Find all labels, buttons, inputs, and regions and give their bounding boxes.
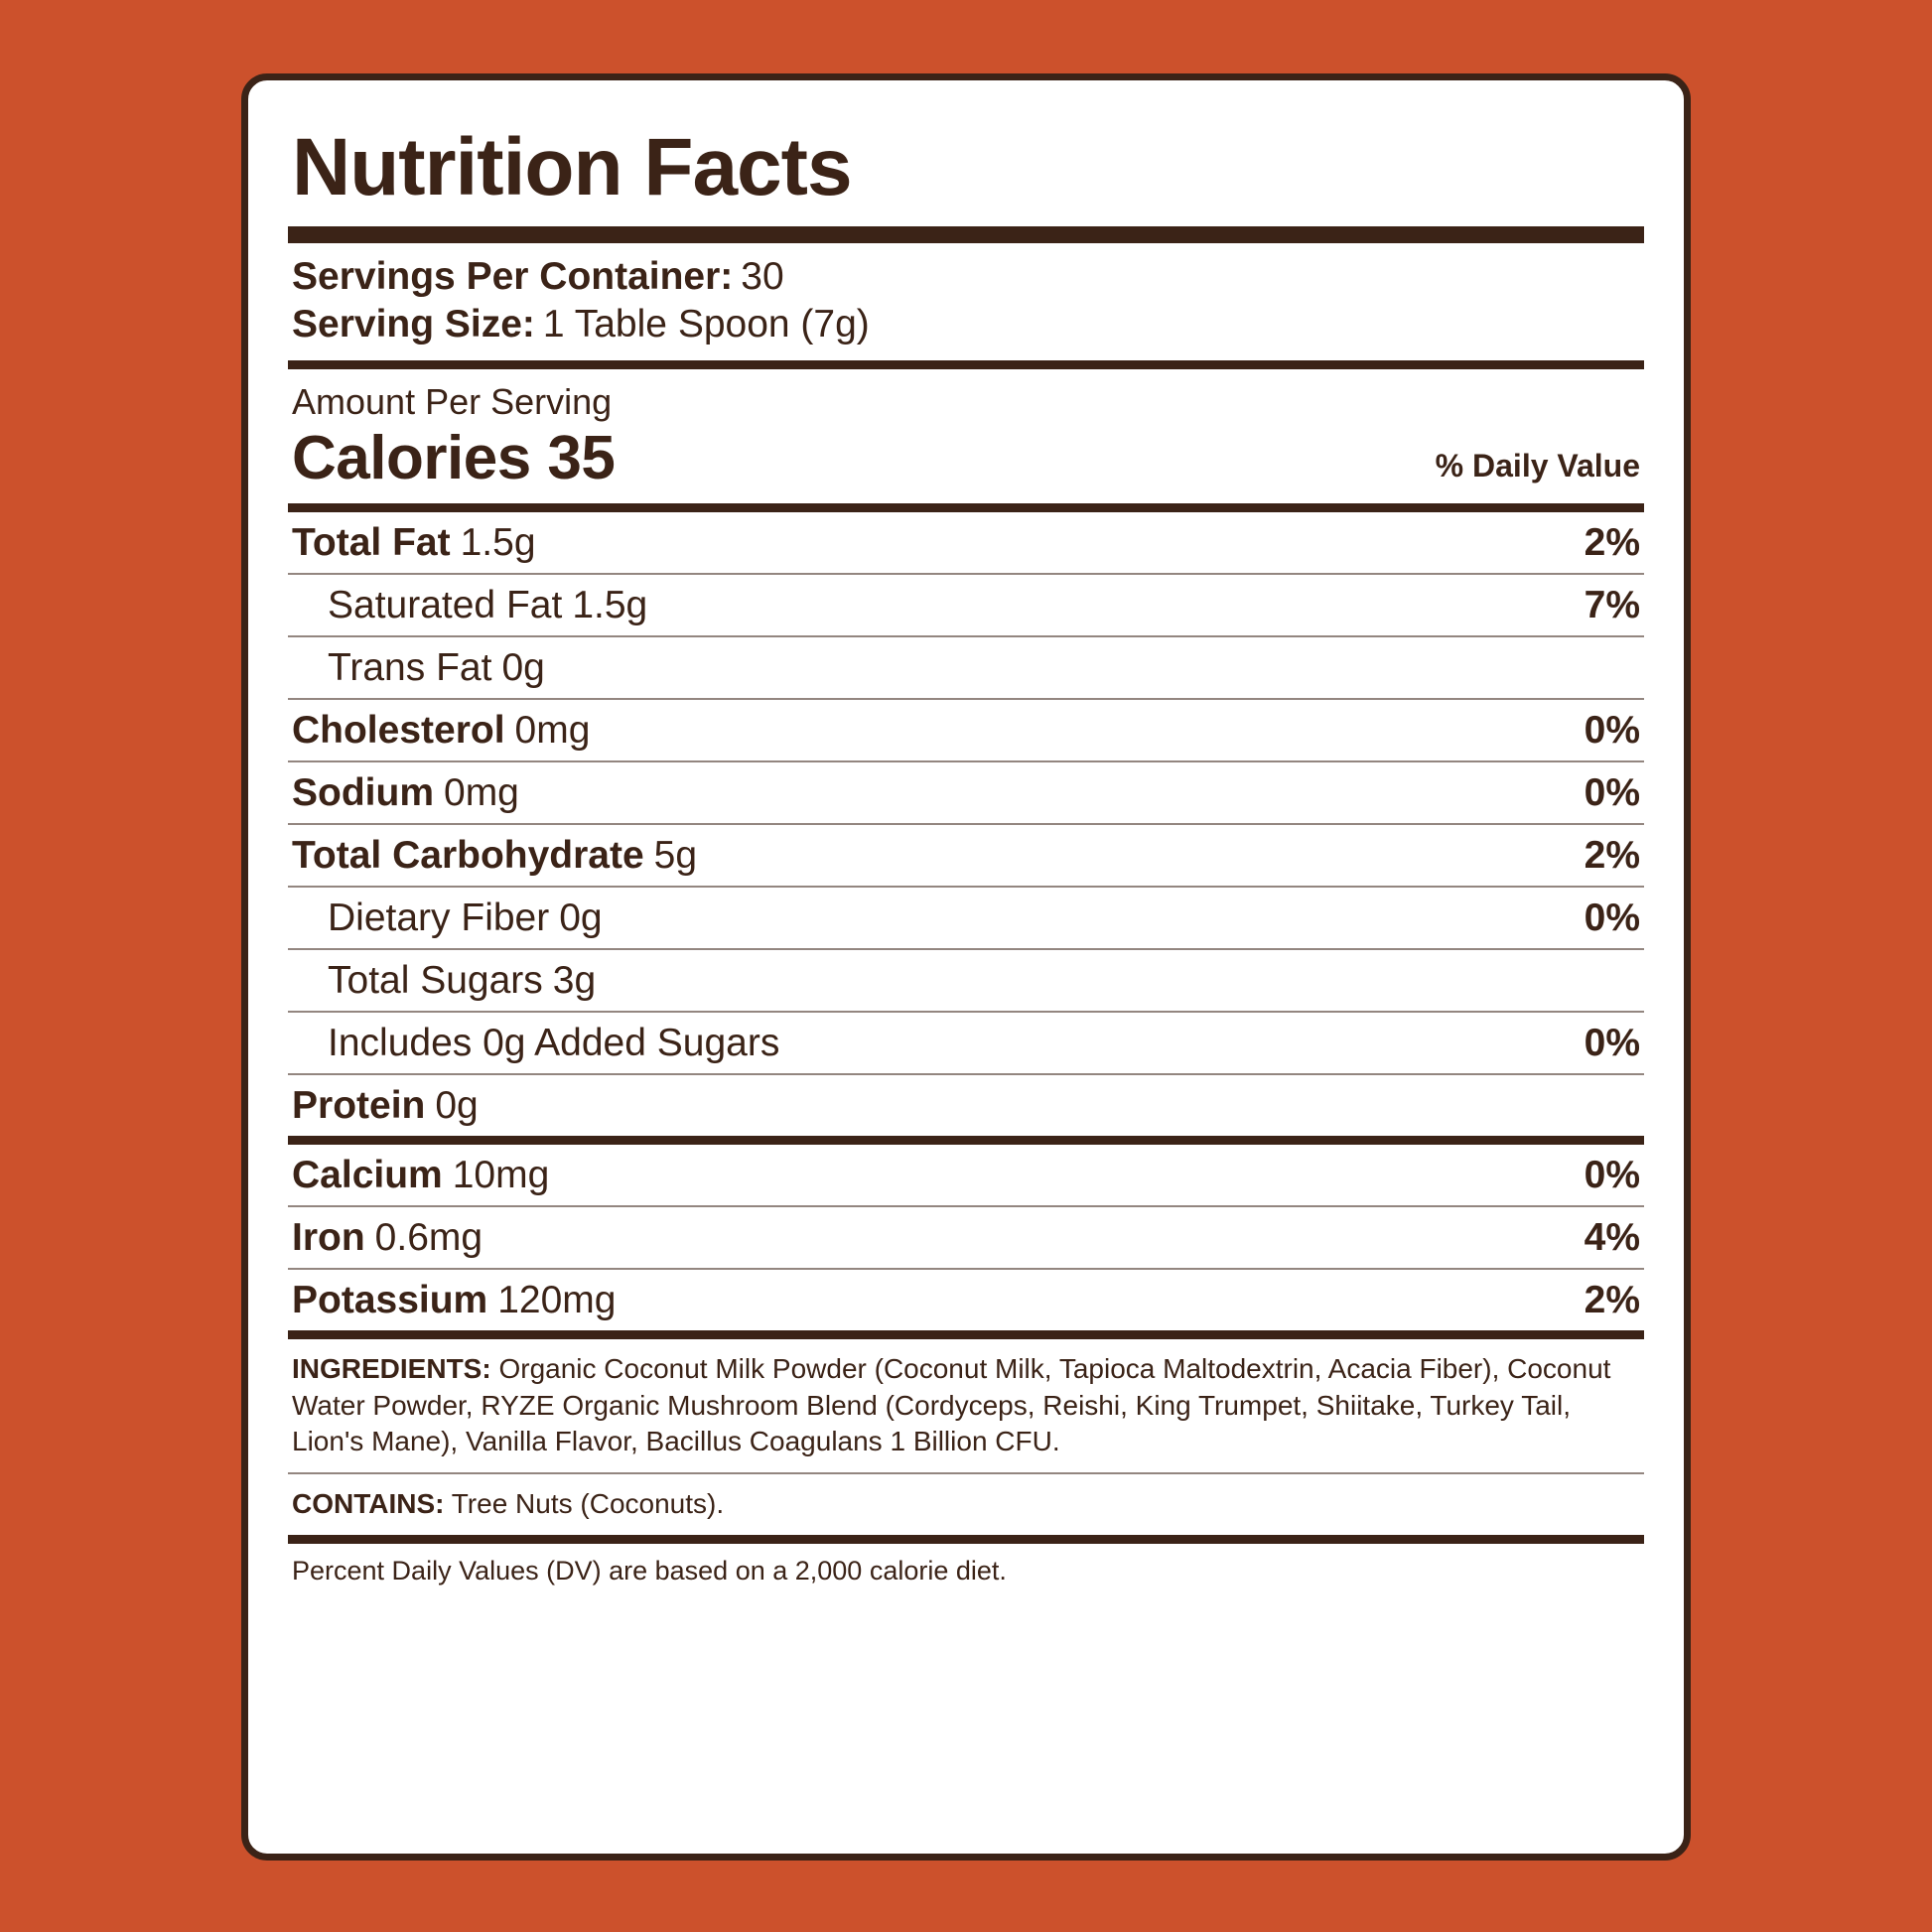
- nutrient-label-group: [292, 646, 545, 690]
- nutrient-name: Total Carbohydrate: [292, 833, 644, 877]
- nutrient-daily-value: 2%: [1584, 520, 1640, 564]
- nutrient-amount: 10mg: [452, 1153, 550, 1196]
- nutrient-amount: 0mg: [514, 708, 591, 752]
- nutrient-name: Saturated Fat: [328, 583, 563, 626]
- divider-thin: [288, 823, 1644, 825]
- nutrient-label-group: [292, 584, 647, 627]
- nutrient-daily-value: 7%: [1584, 583, 1640, 626]
- nutrient-daily-value: 4%: [1584, 1215, 1640, 1259]
- nutrient-label-group: [292, 1084, 479, 1128]
- ingredients-row: [288, 1339, 1644, 1473]
- nutrient-label-group: [292, 1279, 616, 1322]
- nutrient-label-group: [292, 1216, 483, 1260]
- nutrient-row: [288, 1270, 1644, 1330]
- divider-thin-contains: [288, 1472, 1644, 1474]
- nutrient-daily-value: 0%: [1584, 708, 1640, 752]
- divider-thin: [288, 1011, 1644, 1013]
- nutrient-daily-value: 2%: [1584, 1278, 1640, 1321]
- divider-thin: [288, 1268, 1644, 1270]
- nutrient-amount: 120mg: [497, 1278, 617, 1321]
- nutrient-name: Iron: [292, 1215, 365, 1259]
- nutrient-name: Calcium: [292, 1153, 443, 1196]
- serving-size-label: Serving Size:: [292, 302, 535, 345]
- nutrient-name: Dietary Fiber: [328, 896, 550, 939]
- nutrient-amount: 3g: [552, 958, 597, 1002]
- calories-block: [292, 423, 615, 493]
- serving-size-value: 1 Table Spoon (7g): [542, 302, 870, 345]
- contains-label: CONTAINS:: [292, 1488, 445, 1520]
- nutrition-facts-panel: [241, 73, 1691, 1861]
- calories-value: 35: [547, 423, 616, 492]
- nutrient-amount: 0g: [435, 1083, 479, 1127]
- nutrient-row: [288, 512, 1644, 573]
- nutrient-row: [288, 1013, 1644, 1073]
- divider-thin: [288, 948, 1644, 950]
- nutrient-row: [288, 1207, 1644, 1268]
- nutrient-name: Includes 0g Added Sugars: [328, 1021, 780, 1064]
- servings-per-container-label: Servings Per Container:: [292, 254, 734, 298]
- nutrient-daily-value: 0%: [1584, 1021, 1640, 1064]
- nutrient-label-group: [292, 709, 590, 753]
- nutrient-name: Total Sugars: [328, 958, 543, 1002]
- page-title: Nutrition Facts: [292, 122, 852, 212]
- servings-per-container-value: 30: [741, 254, 784, 298]
- nutrient-daily-value: 0%: [1584, 896, 1640, 939]
- nutrient-row: [288, 825, 1644, 886]
- calories-row: [288, 423, 1644, 503]
- nutrient-label-group: [292, 771, 519, 815]
- ingredients-label: INGREDIENTS:: [292, 1352, 491, 1384]
- nutrient-name: Cholesterol: [292, 708, 505, 752]
- divider-med-2: [288, 503, 1644, 512]
- nutrient-row: [288, 637, 1644, 698]
- nutrient-amount: 0g: [501, 645, 545, 689]
- nutrient-row: [288, 1075, 1644, 1136]
- amount-per-serving-label: Amount Per Serving: [292, 380, 613, 422]
- contains-row: [288, 1474, 1644, 1535]
- nutrient-amount: 0mg: [444, 770, 519, 814]
- nutrient-daily-value: 0%: [1584, 1153, 1640, 1196]
- nutrient-rows: [288, 512, 1644, 1136]
- servings-per-container-row: [288, 243, 1644, 301]
- nutrient-row: [288, 950, 1644, 1011]
- nutrient-label-group: [292, 897, 603, 940]
- serving-size-row: [288, 301, 1644, 360]
- nutrient-row: [288, 1145, 1644, 1205]
- divider-med-4: [288, 1330, 1644, 1339]
- ingredients-text: Organic Coconut Milk Powder (Coconut Milk, Tapioca Maltodextrin, Acacia Fiber), Coconut Water Powder, RYZE Organic Mushroom Blend (Cordyceps, Reishi, King Trumpet, Shiitake, Turkey Tail, Lion's Mane), Vanilla Flavor, Bacillus Coagulans 1 Billion CFU.: [292, 1352, 1611, 1457]
- nutrient-row: [288, 888, 1644, 948]
- daily-value-header: % Daily Value: [1435, 447, 1640, 483]
- nutrient-name: Protein: [292, 1083, 426, 1127]
- nutrient-amount: 0g: [559, 896, 603, 939]
- nutrient-name: Trans Fat: [328, 645, 492, 689]
- nutrient-amount: 0.6mg: [374, 1215, 483, 1259]
- divider-thick-top: [288, 226, 1644, 243]
- nutrient-label-group: [292, 959, 596, 1003]
- nutrient-amount: 1.5g: [572, 583, 648, 626]
- nutrient-label-group: [292, 1022, 779, 1065]
- nutrient-daily-value: 2%: [1584, 833, 1640, 877]
- divider-thin: [288, 760, 1644, 762]
- divider-thin: [288, 698, 1644, 700]
- divider-thin: [288, 635, 1644, 637]
- micronutrient-rows: [288, 1145, 1644, 1330]
- divider-thin: [288, 1073, 1644, 1075]
- divider-thin: [288, 886, 1644, 888]
- footnote: Percent Daily Values (DV) are based on a 2,000 calorie diet.: [292, 1556, 1007, 1587]
- nutrient-row: [288, 575, 1644, 635]
- nutrient-name: Potassium: [292, 1278, 488, 1321]
- nutrient-name: Total Fat: [292, 520, 451, 564]
- contains-text: Tree Nuts (Coconuts).: [444, 1488, 725, 1520]
- divider-med-3: [288, 1136, 1644, 1145]
- nutrient-row: [288, 762, 1644, 823]
- nutrient-name: Sodium: [292, 770, 434, 814]
- nutrient-amount: 1.5g: [460, 520, 536, 564]
- nutrient-row: [288, 700, 1644, 760]
- nutrient-label-group: [292, 1154, 549, 1197]
- nutrient-amount: 5g: [653, 833, 698, 877]
- divider-thin: [288, 1205, 1644, 1207]
- divider-med-5: [288, 1535, 1644, 1544]
- calories-label: Calories: [292, 423, 531, 492]
- nutrient-label-group: [292, 834, 697, 878]
- nutrient-daily-value: 0%: [1584, 770, 1640, 814]
- divider-thin: [288, 573, 1644, 575]
- divider-med-1: [288, 360, 1644, 369]
- nutrient-label-group: [292, 521, 536, 565]
